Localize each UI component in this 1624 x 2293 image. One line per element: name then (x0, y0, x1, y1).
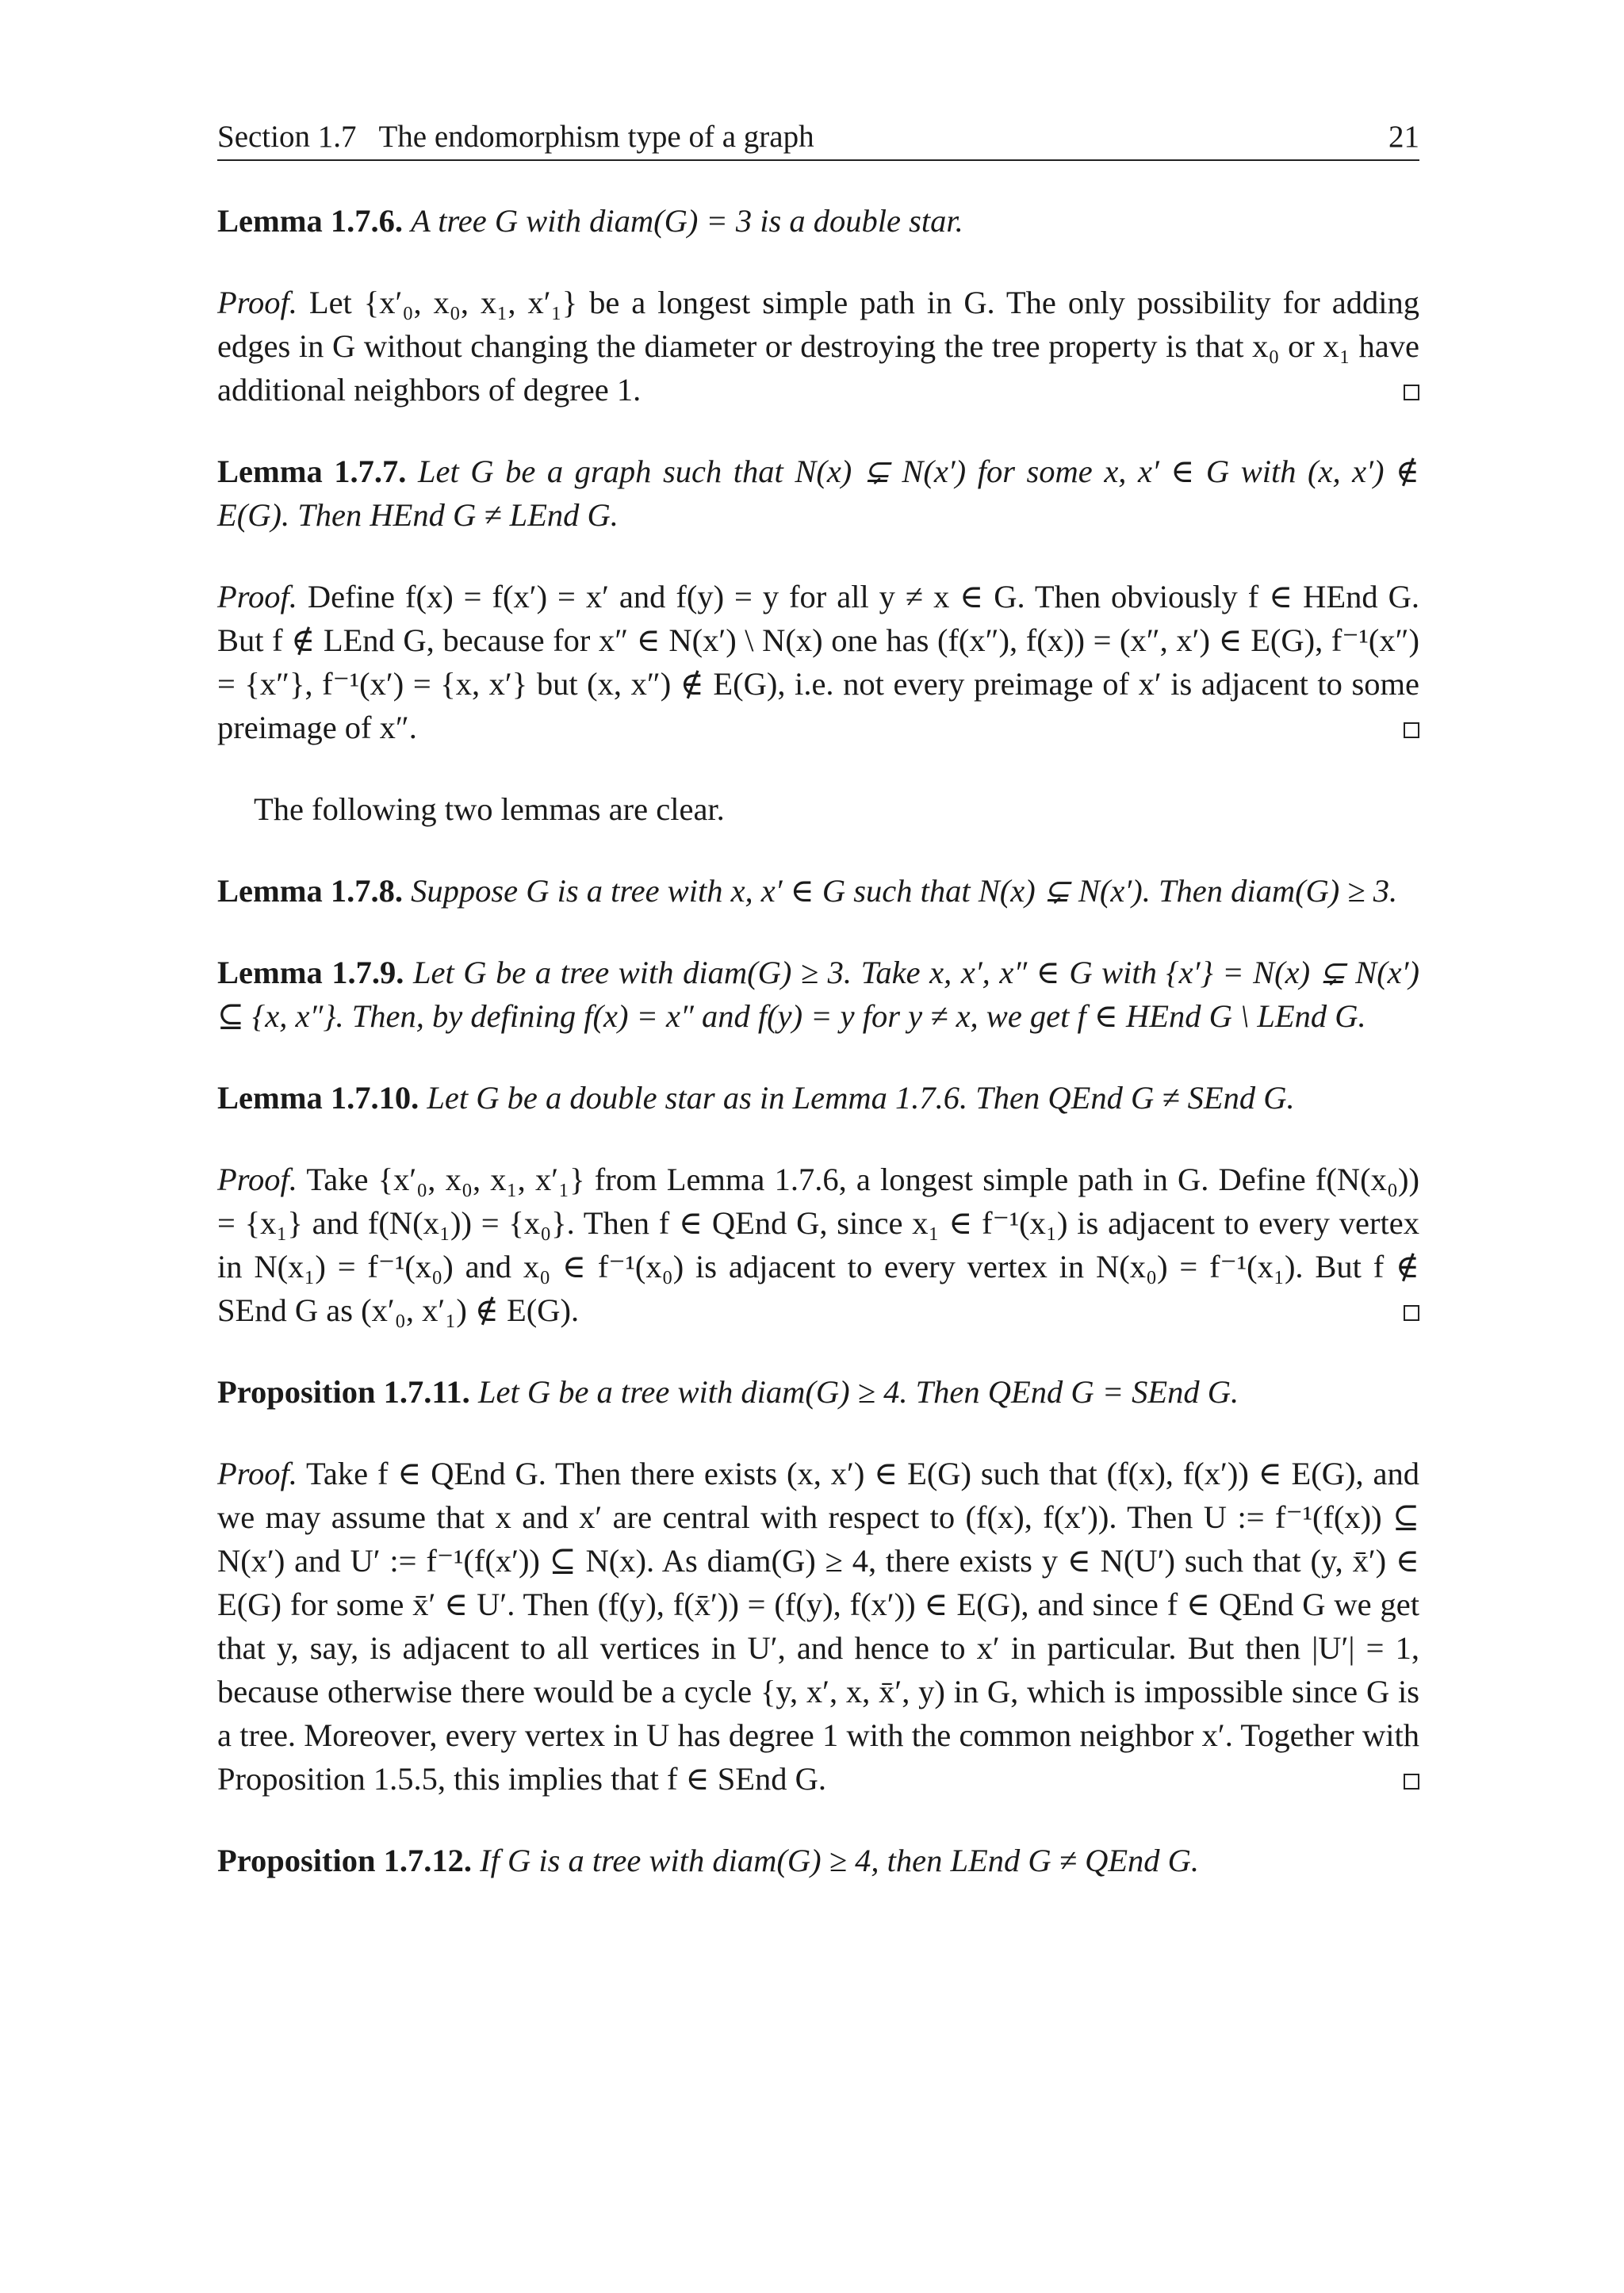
lemma-statement: Suppose G is a tree with x, x′ ∈ G such that N(x) ⊊ N(x′). Then diam(G) ≥ 3. (411, 873, 1398, 909)
proof-1-7-11 (217, 1452, 1419, 1801)
proof-label: Proof. (217, 579, 297, 614)
proposition-statement: If G is a tree with diam(G) ≥ 4, then LEnd G ≠ QEnd G. (480, 1843, 1200, 1878)
proposition-1-7-12 (217, 1839, 1419, 1882)
lemma-label: Lemma 1.7.10. (217, 1080, 419, 1116)
section-title: The endomorphism type of a graph (378, 120, 814, 154)
lemma-1-7-10 (217, 1076, 1419, 1120)
lemma-label: Lemma 1.7.8. (217, 873, 403, 909)
qed-icon (1404, 1305, 1419, 1321)
qed-icon (1404, 722, 1419, 738)
proof-label: Proof. (217, 1162, 297, 1197)
proposition-label: Proposition 1.7.12. (217, 1843, 473, 1878)
lemma-statement: Let G be a graph such that N(x) ⊊ N(x′) for some x, x′ ∈ G with (x, x′) ∉ E(G). Then HEnd G ≠ LEnd G. (217, 454, 1420, 533)
proof-label: Proof. (217, 285, 297, 320)
lemma-1-7-6 (217, 199, 1419, 243)
lemma-1-7-8 (217, 869, 1419, 913)
lemma-label: Lemma 1.7.9. (217, 955, 404, 990)
qed-icon (1404, 1774, 1419, 1790)
proof-text: Let {x′₀, x₀, x₁, x′₁} be a longest simple path in G. The only possibility for adding edges in G without changing the diameter or destroying the tree property is that x₀ or x₁ have additional neighbors of degree 1. (217, 285, 1419, 408)
running-header (217, 119, 1419, 161)
proposition-statement: Let G be a tree with diam(G) ≥ 4. Then QEnd G = SEnd G. (477, 1374, 1239, 1410)
page-number: 21 (1388, 120, 1419, 154)
lemma-1-7-7 (217, 450, 1419, 537)
proof-text: Take f ∈ QEnd G. Then there exists (x, x′) ∈ E(G) such that (f(x), f(x′)) ∈ E(G), and we may assume that x and x′ are central with respect to (f(x), f(x′)). Then U := f⁻¹(f(x)) ⊆ N(x′) and U′ := f⁻¹(f(x′)) ⊆ N(x). As diam(G) ≥ 4, there exists y ∈ N(U′) such that (y, x̄′) ∈ E(G) for some x̄′ ∈ U′. Then (f(y), f(x̄′)) = (f(y), f(x′)) ∈ E(G), and since f ∈ QEnd G we get that y, say, is adjacent to all vertices in U′, and hence to x′ in particular. But then |U′| = 1, because otherwise there would be a cycle {y, x′, x, x̄′, y) in G, which is impossible since G is a tree. Moreover, every vertex in U has degree 1 with the common neighbor x′. Together with Proposition 1.5.5, this implies that f ∈ SEnd G. (217, 1456, 1419, 1797)
proof-text: Take {x′₀, x₀, x₁, x′₁} from Lemma 1.7.6, a longest simple path in G. Define f(N(x₀)) = {x₁} and f(N(x₁)) = {x₀}. Then f ∈ QEnd G, since x₁ ∈ f⁻¹(x₁) is adjacent to every vertex in N(x₁) = f⁻¹(x₀) and x₀ ∈ f⁻¹(x₀) is adjacent to every vertex in N(x₀) = f⁻¹(x₁). But f ∉ SEnd G as (x′₀, x′₁) ∉ E(G). (217, 1162, 1419, 1328)
proof-label: Proof. (217, 1456, 297, 1491)
proposition-label: Proposition 1.7.11. (217, 1374, 470, 1410)
proof-1-7-7 (217, 575, 1419, 749)
section-number: Section 1.7 (217, 120, 357, 154)
lemma-label: Lemma 1.7.7. (217, 454, 407, 489)
remark (217, 787, 1419, 831)
page (217, 119, 1419, 1882)
lemma-1-7-9 (217, 951, 1419, 1038)
qed-icon (1404, 385, 1419, 400)
lemma-label: Lemma 1.7.6. (217, 203, 403, 239)
proof-text: Define f(x) = f(x′) = x′ and f(y) = y for all y ≠ x ∈ G. Then obviously f ∈ HEnd G. But f ∉ LEnd G, because for x″ ∈ N(x′) \ N(x) one has (f(x″), f(x)) = (x″, x′) ∈ E(G), f⁻¹(x″) = {x″}, f⁻¹(x′) = {x, x′} but (x, x″) ∉ E(G), i.e. not every preimage of x′ is adjacent to some preimage of x″. (217, 579, 1419, 745)
proof-1-7-6 (217, 281, 1419, 412)
header-left (217, 119, 814, 155)
proof-1-7-10 (217, 1158, 1419, 1332)
lemma-statement: Let G be a double star as in Lemma 1.7.6. Then QEnd G ≠ SEnd G. (427, 1080, 1295, 1116)
remark-text: The following two lemmas are clear. (254, 791, 725, 827)
lemma-statement: Let G be a tree with diam(G) ≥ 3. Take x, x′, x″ ∈ G with {x′} = N(x) ⊊ N(x′) ⊆ {x, x″}. Then, by defining f(x) = x″ and f(y) = y for y ≠ x, we get f ∈ HEnd G \ LEnd G. (217, 955, 1420, 1034)
proposition-1-7-11 (217, 1370, 1419, 1414)
lemma-statement: A tree G with diam(G) = 3 is a double star. (411, 203, 963, 239)
